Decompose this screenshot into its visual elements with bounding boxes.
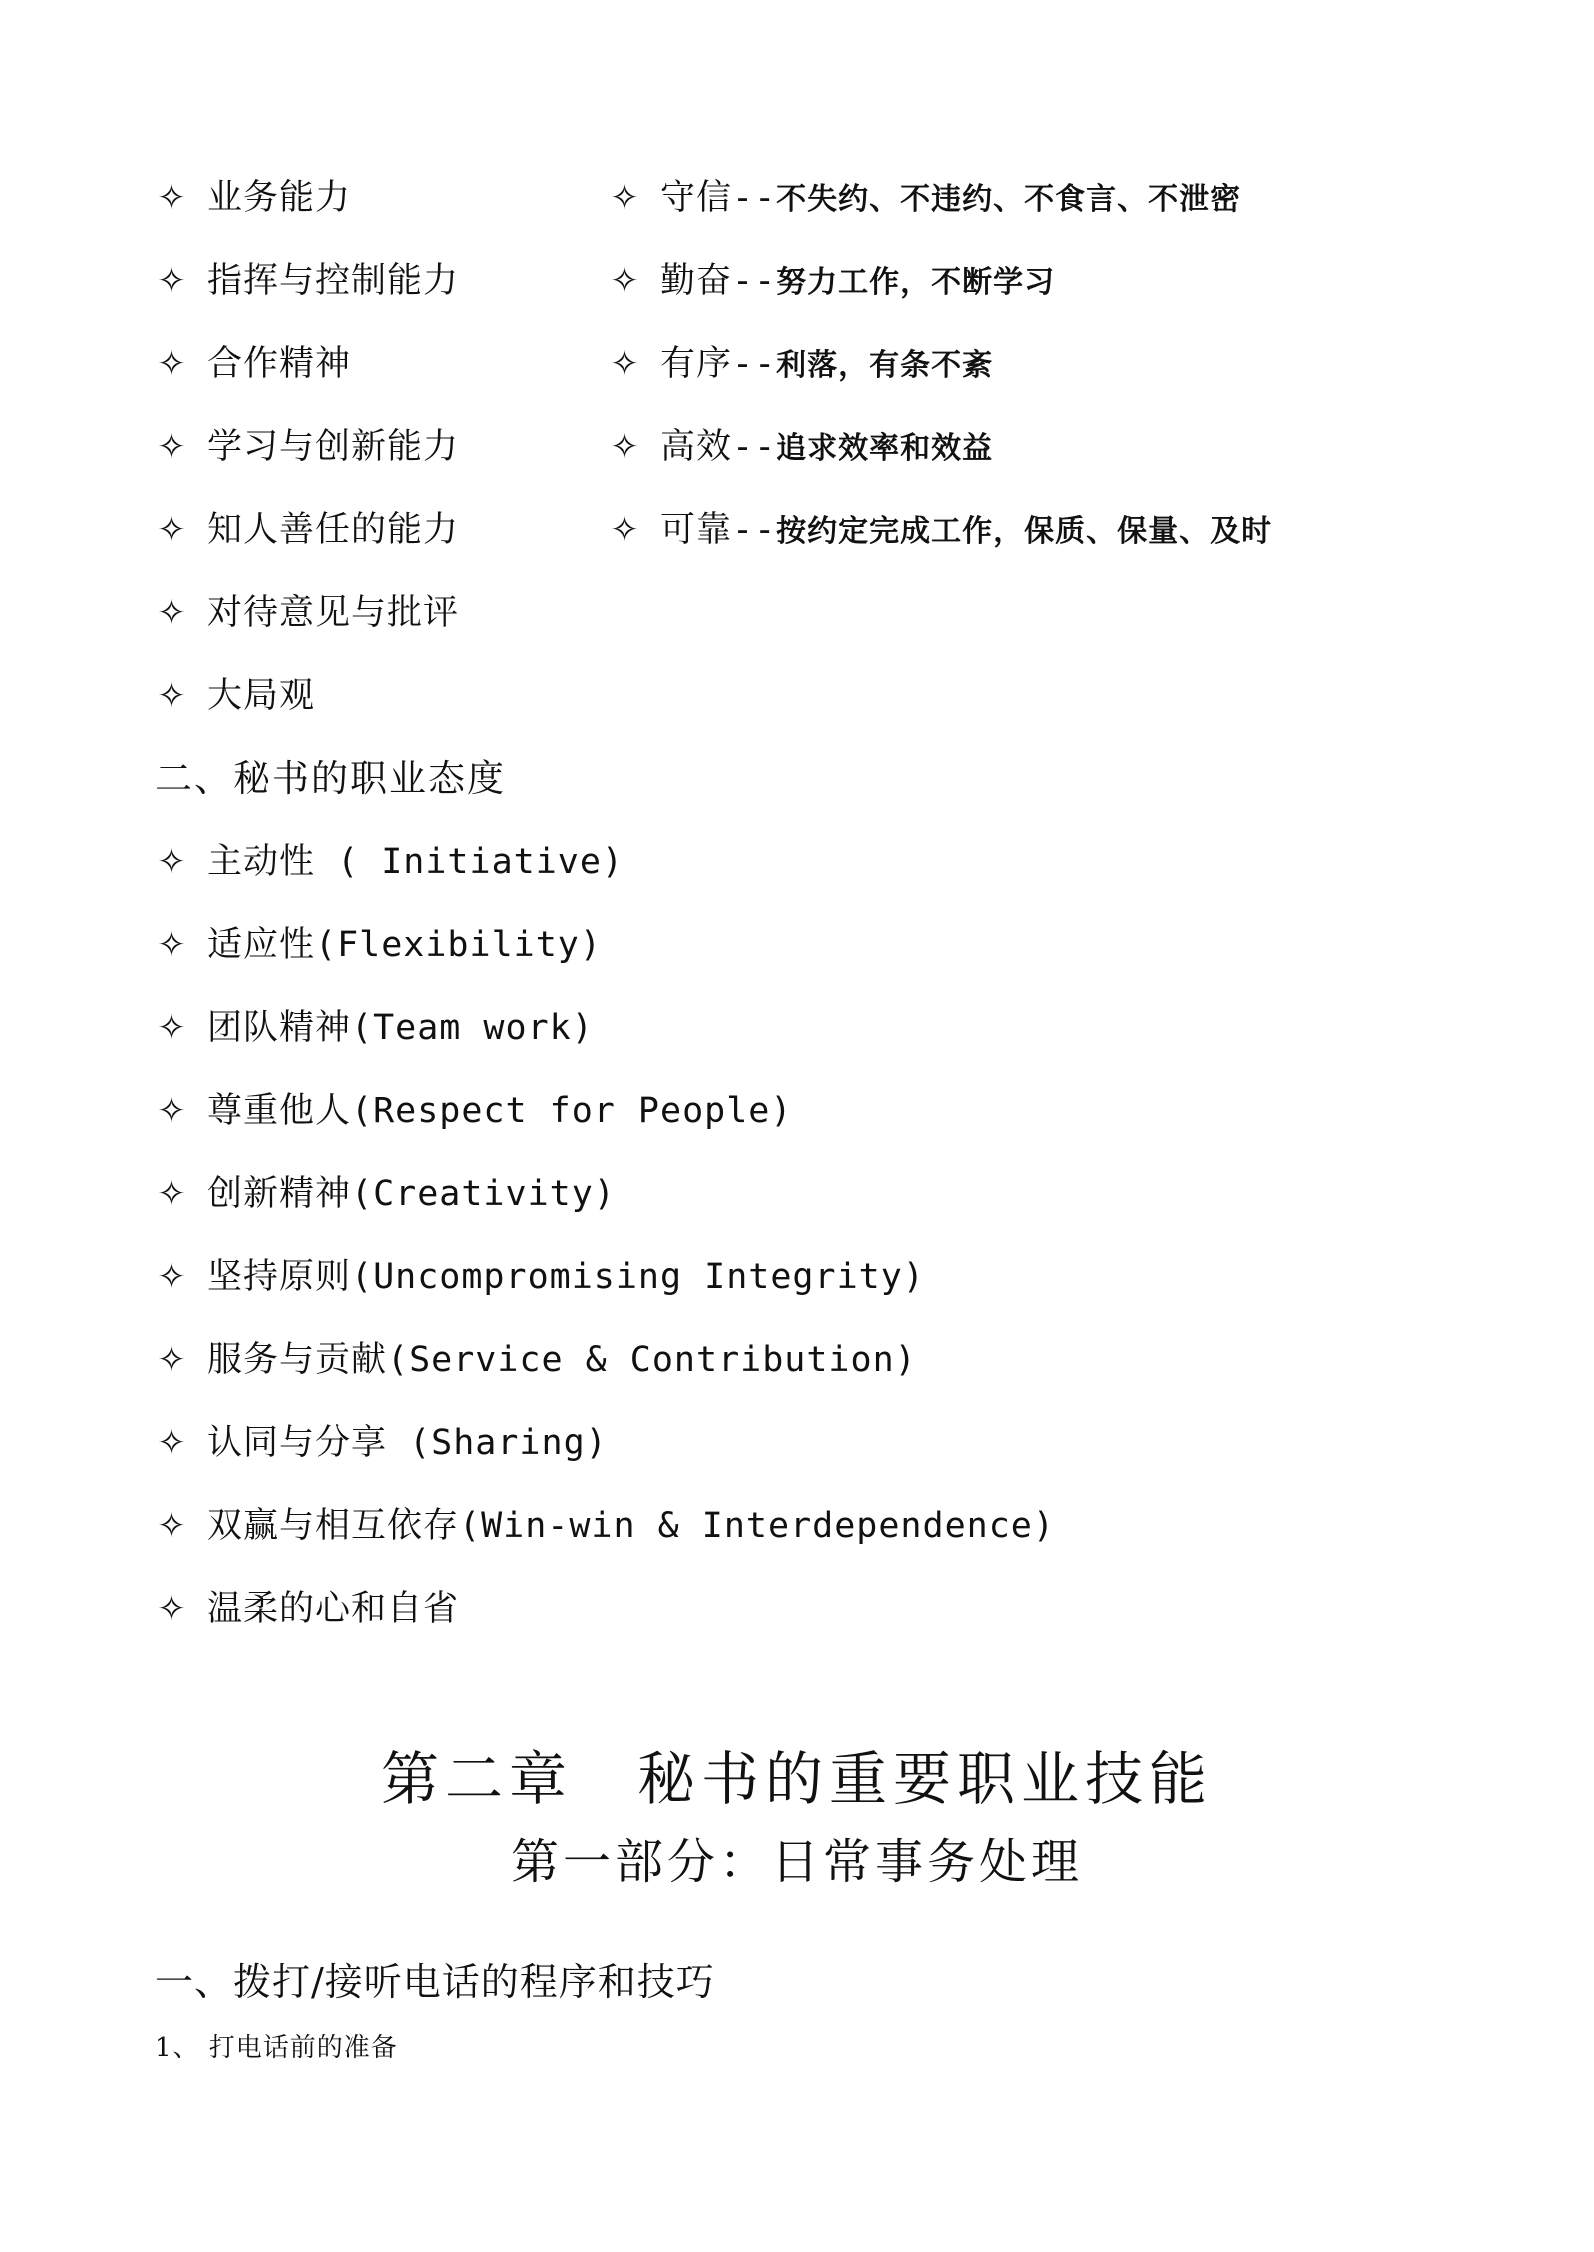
diamond-bullet-icon: ✧ — [157, 261, 187, 301]
list-item-text: 认同与分享 (Sharing) — [207, 1423, 608, 1463]
list-item — [155, 1587, 459, 1631]
list-item — [608, 508, 1272, 554]
section-heading: 二、秘书的职业态度 — [155, 757, 506, 800]
list-item — [155, 1006, 594, 1050]
list-item-text: 主动性 ( Initiative) — [207, 842, 625, 882]
list-item-note: 努力工作，不断学习 — [776, 265, 1056, 300]
list-item-text: 创新精神(Creativity) — [207, 1174, 616, 1214]
list-item-text: 知人善任的能力 — [207, 510, 460, 550]
part-title: 第一部分：日常事务处理 — [510, 1834, 1083, 1890]
numbered-item: 1、 打电话前的准备 — [155, 2033, 398, 2063]
list-item — [155, 176, 351, 220]
list-item-text: 双赢与相互依存(Win-win & Interdependence) — [207, 1506, 1055, 1546]
diamond-bullet-icon: ✧ — [157, 676, 187, 716]
diamond-bullet-icon: ✧ — [157, 1589, 187, 1629]
list-item — [608, 259, 1055, 305]
list-item — [155, 1172, 616, 1216]
subsection-title: 一、拨打/接听电话的程序和技巧 — [155, 1960, 715, 2004]
list-item-note: 追求效率和效益 — [776, 431, 994, 466]
list-item-text: 大局观 — [207, 676, 316, 716]
list-item — [608, 425, 993, 471]
list-item — [155, 342, 351, 386]
list-item-text: 服务与贡献(Service & Contribution) — [207, 1340, 917, 1380]
list-item-text: 尊重他人(Respect for People) — [207, 1091, 793, 1131]
diamond-bullet-icon: ✧ — [157, 178, 187, 218]
diamond-bullet-icon: ✧ — [157, 1091, 187, 1131]
chapter-title: 第二章 秘书的重要职业技能 — [380, 1745, 1213, 1813]
list-item — [155, 840, 624, 884]
list-item-text: 有序-- — [660, 344, 777, 384]
list-item — [608, 176, 1241, 222]
diamond-bullet-icon: ✧ — [157, 1423, 187, 1463]
list-item-text: 指挥与控制能力 — [207, 261, 460, 301]
list-item-text: 勤奋-- — [660, 261, 777, 301]
list-item-note: 不失约、不违约、不食言、不泄密 — [776, 182, 1242, 217]
list-item-text: 学习与创新能力 — [207, 427, 460, 467]
list-item — [155, 591, 459, 635]
diamond-bullet-icon: ✧ — [157, 510, 187, 550]
diamond-bullet-icon: ✧ — [157, 593, 187, 633]
list-item-text: 可靠-- — [660, 510, 777, 550]
list-item-text: 适应性(Flexibility) — [207, 925, 602, 965]
list-item-text: 守信-- — [660, 178, 777, 218]
diamond-bullet-icon: ✧ — [157, 1506, 187, 1546]
list-item-text: 对待意见与批评 — [207, 593, 460, 633]
diamond-bullet-icon: ✧ — [157, 1008, 187, 1048]
diamond-bullet-icon: ✧ — [610, 261, 640, 301]
list-item — [155, 259, 459, 303]
diamond-bullet-icon: ✧ — [610, 427, 640, 467]
list-item-text: 业务能力 — [207, 178, 352, 218]
list-item-text: 高效-- — [660, 427, 777, 467]
diamond-bullet-icon: ✧ — [157, 427, 187, 467]
diamond-bullet-icon: ✧ — [610, 344, 640, 384]
diamond-bullet-icon: ✧ — [157, 842, 187, 882]
list-item — [155, 1504, 1055, 1548]
list-item-note: 利落，有条不紊 — [776, 348, 994, 383]
list-item — [155, 508, 459, 552]
diamond-bullet-icon: ✧ — [610, 510, 640, 550]
list-item-text: 坚持原则(Uncompromising Integrity) — [207, 1257, 925, 1297]
list-item — [155, 923, 602, 967]
diamond-bullet-icon: ✧ — [157, 1340, 187, 1380]
list-item — [155, 1421, 608, 1465]
list-item — [155, 674, 315, 718]
list-item — [155, 425, 459, 469]
list-item — [155, 1255, 925, 1299]
list-item — [608, 342, 993, 388]
diamond-bullet-icon: ✧ — [157, 1257, 187, 1297]
list-item — [155, 1089, 792, 1133]
diamond-bullet-icon: ✧ — [610, 178, 640, 218]
list-item — [155, 1338, 917, 1382]
list-item-text: 温柔的心和自省 — [207, 1589, 460, 1629]
list-item-note: 按约定完成工作，保质、保量、及时 — [776, 514, 1273, 549]
list-item-text: 团队精神(Team work) — [207, 1008, 594, 1048]
list-item-text: 合作精神 — [207, 344, 352, 384]
diamond-bullet-icon: ✧ — [157, 344, 187, 384]
diamond-bullet-icon: ✧ — [157, 1174, 187, 1214]
diamond-bullet-icon: ✧ — [157, 925, 187, 965]
